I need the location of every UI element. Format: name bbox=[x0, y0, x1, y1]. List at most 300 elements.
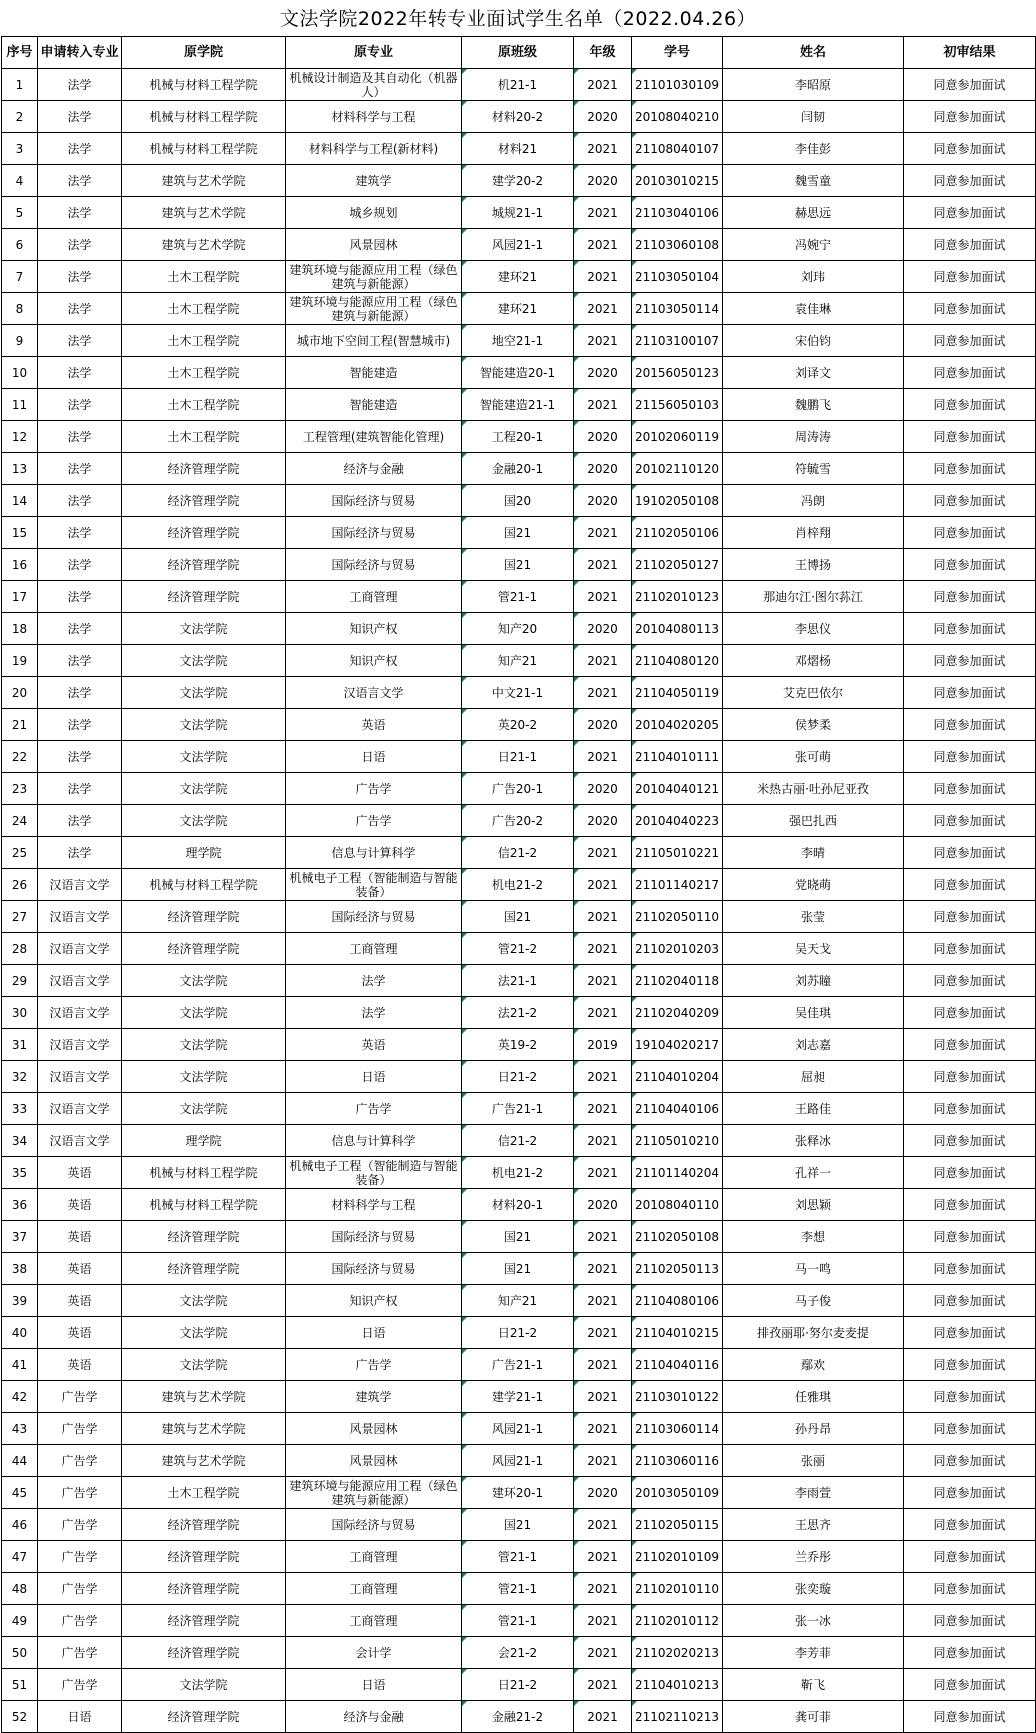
cell-target-major[interactable]: 英语 bbox=[38, 1157, 122, 1189]
cell-name[interactable]: 强巴扎西 bbox=[723, 805, 904, 837]
cell-origin-college[interactable]: 文法学院 bbox=[122, 965, 286, 997]
cell-grade[interactable]: 2021 bbox=[574, 1125, 632, 1157]
cell-index[interactable]: 7 bbox=[2, 261, 38, 293]
cell-grade[interactable]: 2019 bbox=[574, 1029, 632, 1061]
cell-origin-class[interactable]: 国21 bbox=[462, 517, 574, 549]
cell-origin-major[interactable]: 国际经济与贸易 bbox=[286, 517, 462, 549]
cell-index[interactable]: 36 bbox=[2, 1189, 38, 1221]
cell-origin-college[interactable]: 经济管理学院 bbox=[122, 549, 286, 581]
cell-target-major[interactable]: 广告学 bbox=[38, 1413, 122, 1445]
cell-student-id[interactable]: 21103060108 bbox=[632, 229, 723, 261]
cell-student-id[interactable]: 20104040121 bbox=[632, 773, 723, 805]
cell-origin-college[interactable]: 建筑与艺术学院 bbox=[122, 1381, 286, 1413]
cell-target-major[interactable]: 汉语言文学 bbox=[38, 901, 122, 933]
cell-result[interactable]: 同意参加面试 bbox=[904, 1349, 1036, 1381]
cell-name[interactable]: 王思齐 bbox=[723, 1509, 904, 1541]
cell-index[interactable]: 39 bbox=[2, 1285, 38, 1317]
cell-origin-college[interactable]: 建筑与艺术学院 bbox=[122, 197, 286, 229]
cell-origin-class[interactable]: 机电21-2 bbox=[462, 1157, 574, 1189]
cell-result[interactable]: 同意参加面试 bbox=[904, 773, 1036, 805]
cell-index[interactable]: 23 bbox=[2, 773, 38, 805]
cell-target-major[interactable]: 汉语言文学 bbox=[38, 869, 122, 901]
cell-grade[interactable]: 2021 bbox=[574, 197, 632, 229]
cell-name[interactable]: 孙丹昂 bbox=[723, 1413, 904, 1445]
cell-index[interactable]: 22 bbox=[2, 741, 38, 773]
cell-name[interactable]: 艾克巴依尔 bbox=[723, 677, 904, 709]
cell-origin-class[interactable]: 日21-2 bbox=[462, 1061, 574, 1093]
cell-origin-class[interactable]: 风园21-1 bbox=[462, 229, 574, 261]
cell-index[interactable]: 1 bbox=[2, 69, 38, 101]
cell-origin-class[interactable]: 金融21-2 bbox=[462, 1701, 574, 1733]
cell-result[interactable]: 同意参加面试 bbox=[904, 645, 1036, 677]
cell-origin-college[interactable]: 经济管理学院 bbox=[122, 1541, 286, 1573]
cell-student-id[interactable]: 21104010215 bbox=[632, 1317, 723, 1349]
cell-student-id[interactable]: 21104080106 bbox=[632, 1285, 723, 1317]
cell-name[interactable]: 符毓雪 bbox=[723, 453, 904, 485]
header-cell-result[interactable]: 初审结果 bbox=[904, 37, 1036, 69]
cell-origin-college[interactable]: 文法学院 bbox=[122, 677, 286, 709]
cell-student-id[interactable]: 21156050103 bbox=[632, 389, 723, 421]
cell-origin-major[interactable]: 会计学 bbox=[286, 1637, 462, 1669]
cell-grade[interactable]: 2020 bbox=[574, 453, 632, 485]
cell-name[interactable]: 张一冰 bbox=[723, 1605, 904, 1637]
cell-index[interactable]: 26 bbox=[2, 869, 38, 901]
cell-origin-college[interactable]: 土木工程学院 bbox=[122, 261, 286, 293]
cell-origin-major[interactable]: 日语 bbox=[286, 1061, 462, 1093]
cell-origin-major[interactable]: 建筑环境与能源应用工程（绿色建筑与新能源） bbox=[286, 293, 462, 325]
cell-result[interactable]: 同意参加面试 bbox=[904, 933, 1036, 965]
cell-student-id[interactable]: 21102050127 bbox=[632, 549, 723, 581]
cell-origin-class[interactable]: 国21 bbox=[462, 1253, 574, 1285]
cell-grade[interactable]: 2021 bbox=[574, 69, 632, 101]
cell-origin-major[interactable]: 机械电子工程（智能制造与智能装备） bbox=[286, 1157, 462, 1189]
cell-origin-college[interactable]: 经济管理学院 bbox=[122, 581, 286, 613]
cell-origin-class[interactable]: 广告21-1 bbox=[462, 1349, 574, 1381]
cell-origin-college[interactable]: 经济管理学院 bbox=[122, 517, 286, 549]
cell-result[interactable]: 同意参加面试 bbox=[904, 1253, 1036, 1285]
cell-name[interactable]: 周涛涛 bbox=[723, 421, 904, 453]
cell-student-id[interactable]: 20102060119 bbox=[632, 421, 723, 453]
cell-result[interactable]: 同意参加面试 bbox=[904, 293, 1036, 325]
cell-index[interactable]: 11 bbox=[2, 389, 38, 421]
cell-origin-major[interactable]: 国际经济与贸易 bbox=[286, 1509, 462, 1541]
cell-origin-class[interactable]: 会21-2 bbox=[462, 1637, 574, 1669]
cell-student-id[interactable]: 21101140217 bbox=[632, 869, 723, 901]
cell-name[interactable]: 马子俊 bbox=[723, 1285, 904, 1317]
cell-origin-class[interactable]: 国20 bbox=[462, 485, 574, 517]
cell-result[interactable]: 同意参加面试 bbox=[904, 101, 1036, 133]
cell-origin-class[interactable]: 机电21-2 bbox=[462, 869, 574, 901]
cell-index[interactable]: 30 bbox=[2, 997, 38, 1029]
cell-index[interactable]: 50 bbox=[2, 1637, 38, 1669]
cell-name[interactable]: 靳飞 bbox=[723, 1669, 904, 1701]
cell-origin-class[interactable]: 工程20-1 bbox=[462, 421, 574, 453]
cell-origin-class[interactable]: 材料21 bbox=[462, 133, 574, 165]
cell-origin-major[interactable]: 城乡规划 bbox=[286, 197, 462, 229]
cell-name[interactable]: 龚可菲 bbox=[723, 1701, 904, 1733]
cell-result[interactable]: 同意参加面试 bbox=[904, 965, 1036, 997]
cell-origin-college[interactable]: 土木工程学院 bbox=[122, 325, 286, 357]
cell-origin-class[interactable]: 建学20-2 bbox=[462, 165, 574, 197]
cell-index[interactable]: 21 bbox=[2, 709, 38, 741]
cell-origin-major[interactable]: 日语 bbox=[286, 741, 462, 773]
header-cell-target-major[interactable]: 申请转入专业 bbox=[38, 37, 122, 69]
cell-student-id[interactable]: 21102050113 bbox=[632, 1253, 723, 1285]
cell-target-major[interactable]: 汉语言文学 bbox=[38, 1093, 122, 1125]
cell-origin-major[interactable]: 知识产权 bbox=[286, 1285, 462, 1317]
cell-result[interactable]: 同意参加面试 bbox=[904, 1445, 1036, 1477]
cell-origin-college[interactable]: 经济管理学院 bbox=[122, 1573, 286, 1605]
cell-origin-major[interactable]: 工程管理(建筑智能化管理) bbox=[286, 421, 462, 453]
cell-result[interactable]: 同意参加面试 bbox=[904, 229, 1036, 261]
cell-result[interactable]: 同意参加面试 bbox=[904, 1157, 1036, 1189]
cell-origin-class[interactable]: 风园21-1 bbox=[462, 1413, 574, 1445]
cell-index[interactable]: 4 bbox=[2, 165, 38, 197]
cell-index[interactable]: 31 bbox=[2, 1029, 38, 1061]
cell-index[interactable]: 46 bbox=[2, 1509, 38, 1541]
cell-name[interactable]: 闫韧 bbox=[723, 101, 904, 133]
cell-index[interactable]: 25 bbox=[2, 837, 38, 869]
cell-target-major[interactable]: 英语 bbox=[38, 1253, 122, 1285]
cell-name[interactable]: 任雅琪 bbox=[723, 1381, 904, 1413]
cell-target-major[interactable]: 法学 bbox=[38, 261, 122, 293]
cell-index[interactable]: 8 bbox=[2, 293, 38, 325]
cell-origin-college[interactable]: 土木工程学院 bbox=[122, 421, 286, 453]
cell-origin-college[interactable]: 经济管理学院 bbox=[122, 1701, 286, 1733]
cell-name[interactable]: 张释冰 bbox=[723, 1125, 904, 1157]
cell-origin-major[interactable]: 知识产权 bbox=[286, 645, 462, 677]
cell-index[interactable]: 52 bbox=[2, 1701, 38, 1733]
cell-index[interactable]: 32 bbox=[2, 1061, 38, 1093]
cell-origin-college[interactable]: 土木工程学院 bbox=[122, 357, 286, 389]
cell-target-major[interactable]: 汉语言文学 bbox=[38, 997, 122, 1029]
cell-name[interactable]: 党晓萌 bbox=[723, 869, 904, 901]
cell-origin-class[interactable]: 中文21-1 bbox=[462, 677, 574, 709]
cell-origin-major[interactable]: 广告学 bbox=[286, 805, 462, 837]
cell-student-id[interactable]: 20103050109 bbox=[632, 1477, 723, 1509]
cell-index[interactable]: 27 bbox=[2, 901, 38, 933]
cell-name[interactable]: 李思仪 bbox=[723, 613, 904, 645]
cell-result[interactable]: 同意参加面试 bbox=[904, 549, 1036, 581]
cell-origin-major[interactable]: 广告学 bbox=[286, 1349, 462, 1381]
cell-result[interactable]: 同意参加面试 bbox=[904, 421, 1036, 453]
cell-origin-major[interactable]: 建筑学 bbox=[286, 1381, 462, 1413]
cell-origin-major[interactable]: 机械电子工程（智能制造与智能装备） bbox=[286, 869, 462, 901]
cell-origin-class[interactable]: 知产21 bbox=[462, 645, 574, 677]
cell-student-id[interactable]: 21105010221 bbox=[632, 837, 723, 869]
cell-student-id[interactable]: 20108040210 bbox=[632, 101, 723, 133]
cell-student-id[interactable]: 20104080113 bbox=[632, 613, 723, 645]
cell-index[interactable]: 45 bbox=[2, 1477, 38, 1509]
cell-origin-college[interactable]: 文法学院 bbox=[122, 645, 286, 677]
cell-origin-class[interactable]: 国21 bbox=[462, 1509, 574, 1541]
cell-origin-class[interactable]: 地空21-1 bbox=[462, 325, 574, 357]
cell-origin-major[interactable]: 工商管理 bbox=[286, 1573, 462, 1605]
cell-origin-class[interactable]: 城规21-1 bbox=[462, 197, 574, 229]
cell-index[interactable]: 2 bbox=[2, 101, 38, 133]
cell-grade[interactable]: 2021 bbox=[574, 1605, 632, 1637]
cell-grade[interactable]: 2021 bbox=[574, 741, 632, 773]
cell-result[interactable]: 同意参加面试 bbox=[904, 1413, 1036, 1445]
cell-grade[interactable]: 2021 bbox=[574, 1349, 632, 1381]
cell-origin-class[interactable]: 日21-2 bbox=[462, 1317, 574, 1349]
cell-target-major[interactable]: 广告学 bbox=[38, 1445, 122, 1477]
cell-target-major[interactable]: 广告学 bbox=[38, 1573, 122, 1605]
cell-origin-college[interactable]: 文法学院 bbox=[122, 1349, 286, 1381]
cell-index[interactable]: 41 bbox=[2, 1349, 38, 1381]
cell-student-id[interactable]: 21103040106 bbox=[632, 197, 723, 229]
cell-result[interactable]: 同意参加面试 bbox=[904, 357, 1036, 389]
cell-origin-major[interactable]: 日语 bbox=[286, 1317, 462, 1349]
cell-target-major[interactable]: 汉语言文学 bbox=[38, 1029, 122, 1061]
cell-target-major[interactable]: 法学 bbox=[38, 773, 122, 805]
cell-result[interactable]: 同意参加面试 bbox=[904, 869, 1036, 901]
cell-index[interactable]: 44 bbox=[2, 1445, 38, 1477]
cell-target-major[interactable]: 法学 bbox=[38, 837, 122, 869]
cell-origin-college[interactable]: 经济管理学院 bbox=[122, 1253, 286, 1285]
cell-origin-major[interactable]: 材料科学与工程 bbox=[286, 101, 462, 133]
cell-origin-class[interactable]: 机21-1 bbox=[462, 69, 574, 101]
cell-grade[interactable]: 2021 bbox=[574, 1093, 632, 1125]
cell-index[interactable]: 9 bbox=[2, 325, 38, 357]
cell-origin-class[interactable]: 管21-1 bbox=[462, 1573, 574, 1605]
cell-origin-college[interactable]: 文法学院 bbox=[122, 709, 286, 741]
cell-target-major[interactable]: 法学 bbox=[38, 325, 122, 357]
cell-origin-major[interactable]: 国际经济与贸易 bbox=[286, 549, 462, 581]
cell-grade[interactable]: 2021 bbox=[574, 389, 632, 421]
cell-origin-class[interactable]: 法21-2 bbox=[462, 997, 574, 1029]
cell-name[interactable]: 冯朗 bbox=[723, 485, 904, 517]
cell-origin-college[interactable]: 建筑与艺术学院 bbox=[122, 165, 286, 197]
cell-origin-major[interactable]: 国际经济与贸易 bbox=[286, 901, 462, 933]
cell-result[interactable]: 同意参加面试 bbox=[904, 453, 1036, 485]
cell-grade[interactable]: 2020 bbox=[574, 1477, 632, 1509]
cell-origin-major[interactable]: 汉语言文学 bbox=[286, 677, 462, 709]
cell-index[interactable]: 17 bbox=[2, 581, 38, 613]
cell-grade[interactable]: 2021 bbox=[574, 1221, 632, 1253]
cell-grade[interactable]: 2021 bbox=[574, 1541, 632, 1573]
cell-grade[interactable]: 2021 bbox=[574, 517, 632, 549]
cell-student-id[interactable]: 21101140204 bbox=[632, 1157, 723, 1189]
cell-origin-class[interactable]: 建环21 bbox=[462, 261, 574, 293]
cell-target-major[interactable]: 广告学 bbox=[38, 1381, 122, 1413]
cell-target-major[interactable]: 法学 bbox=[38, 69, 122, 101]
cell-name[interactable]: 李想 bbox=[723, 1221, 904, 1253]
cell-result[interactable]: 同意参加面试 bbox=[904, 165, 1036, 197]
cell-origin-college[interactable]: 经济管理学院 bbox=[122, 1221, 286, 1253]
cell-student-id[interactable]: 21102040118 bbox=[632, 965, 723, 997]
cell-origin-college[interactable]: 建筑与艺术学院 bbox=[122, 229, 286, 261]
cell-name[interactable]: 李昭原 bbox=[723, 69, 904, 101]
cell-index[interactable]: 35 bbox=[2, 1157, 38, 1189]
cell-origin-class[interactable]: 英20-2 bbox=[462, 709, 574, 741]
cell-origin-major[interactable]: 经济与金融 bbox=[286, 1701, 462, 1733]
cell-result[interactable]: 同意参加面试 bbox=[904, 613, 1036, 645]
cell-index[interactable]: 49 bbox=[2, 1605, 38, 1637]
cell-origin-college[interactable]: 土木工程学院 bbox=[122, 1477, 286, 1509]
cell-origin-major[interactable]: 英语 bbox=[286, 1029, 462, 1061]
cell-origin-major[interactable]: 国际经济与贸易 bbox=[286, 485, 462, 517]
cell-name[interactable]: 张丽 bbox=[723, 1445, 904, 1477]
cell-grade[interactable]: 2021 bbox=[574, 1701, 632, 1733]
cell-result[interactable]: 同意参加面试 bbox=[904, 133, 1036, 165]
cell-origin-class[interactable]: 智能建造20-1 bbox=[462, 357, 574, 389]
cell-student-id[interactable]: 21103100107 bbox=[632, 325, 723, 357]
cell-result[interactable]: 同意参加面试 bbox=[904, 1573, 1036, 1605]
cell-origin-major[interactable]: 信息与计算科学 bbox=[286, 837, 462, 869]
cell-target-major[interactable]: 法学 bbox=[38, 805, 122, 837]
cell-origin-college[interactable]: 机械与材料工程学院 bbox=[122, 101, 286, 133]
cell-target-major[interactable]: 法学 bbox=[38, 389, 122, 421]
cell-origin-class[interactable]: 信21-2 bbox=[462, 1125, 574, 1157]
cell-origin-college[interactable]: 理学院 bbox=[122, 1125, 286, 1157]
cell-result[interactable]: 同意参加面试 bbox=[904, 1669, 1036, 1701]
cell-grade[interactable]: 2021 bbox=[574, 837, 632, 869]
cell-student-id[interactable]: 21102050106 bbox=[632, 517, 723, 549]
cell-origin-major[interactable]: 智能建造 bbox=[286, 357, 462, 389]
cell-index[interactable]: 10 bbox=[2, 357, 38, 389]
cell-result[interactable]: 同意参加面试 bbox=[904, 805, 1036, 837]
cell-grade[interactable]: 2020 bbox=[574, 421, 632, 453]
cell-index[interactable]: 33 bbox=[2, 1093, 38, 1125]
cell-name[interactable]: 张奕璇 bbox=[723, 1573, 904, 1605]
cell-origin-major[interactable]: 工商管理 bbox=[286, 933, 462, 965]
cell-index[interactable]: 28 bbox=[2, 933, 38, 965]
cell-origin-class[interactable]: 管21-1 bbox=[462, 1605, 574, 1637]
cell-index[interactable]: 42 bbox=[2, 1381, 38, 1413]
cell-origin-major[interactable]: 信息与计算科学 bbox=[286, 1125, 462, 1157]
cell-result[interactable]: 同意参加面试 bbox=[904, 1541, 1036, 1573]
cell-student-id[interactable]: 21102020213 bbox=[632, 1637, 723, 1669]
cell-index[interactable]: 5 bbox=[2, 197, 38, 229]
cell-result[interactable]: 同意参加面试 bbox=[904, 1605, 1036, 1637]
cell-origin-major[interactable]: 法学 bbox=[286, 965, 462, 997]
cell-student-id[interactable]: 21104080120 bbox=[632, 645, 723, 677]
cell-origin-class[interactable]: 管21-1 bbox=[462, 1541, 574, 1573]
cell-origin-college[interactable]: 文法学院 bbox=[122, 1093, 286, 1125]
cell-target-major[interactable]: 法学 bbox=[38, 357, 122, 389]
cell-target-major[interactable]: 法学 bbox=[38, 741, 122, 773]
cell-origin-class[interactable]: 知产21 bbox=[462, 1285, 574, 1317]
cell-target-major[interactable]: 法学 bbox=[38, 165, 122, 197]
cell-origin-college[interactable]: 经济管理学院 bbox=[122, 1605, 286, 1637]
cell-index[interactable]: 40 bbox=[2, 1317, 38, 1349]
cell-grade[interactable]: 2021 bbox=[574, 133, 632, 165]
cell-grade[interactable]: 2020 bbox=[574, 773, 632, 805]
cell-target-major[interactable]: 日语 bbox=[38, 1701, 122, 1733]
cell-grade[interactable]: 2021 bbox=[574, 997, 632, 1029]
cell-target-major[interactable]: 广告学 bbox=[38, 1509, 122, 1541]
cell-origin-class[interactable]: 英19-2 bbox=[462, 1029, 574, 1061]
cell-origin-college[interactable]: 文法学院 bbox=[122, 1029, 286, 1061]
cell-grade[interactable]: 2021 bbox=[574, 1445, 632, 1477]
cell-target-major[interactable]: 法学 bbox=[38, 229, 122, 261]
cell-origin-college[interactable]: 经济管理学院 bbox=[122, 1637, 286, 1669]
cell-origin-class[interactable]: 金融20-1 bbox=[462, 453, 574, 485]
cell-origin-class[interactable]: 国21 bbox=[462, 1221, 574, 1253]
cell-grade[interactable]: 2021 bbox=[574, 1573, 632, 1605]
cell-index[interactable]: 20 bbox=[2, 677, 38, 709]
cell-result[interactable]: 同意参加面试 bbox=[904, 1637, 1036, 1669]
cell-origin-class[interactable]: 广告20-1 bbox=[462, 773, 574, 805]
cell-grade[interactable]: 2021 bbox=[574, 293, 632, 325]
cell-student-id[interactable]: 21104050119 bbox=[632, 677, 723, 709]
cell-result[interactable]: 同意参加面试 bbox=[904, 197, 1036, 229]
cell-origin-college[interactable]: 经济管理学院 bbox=[122, 933, 286, 965]
cell-origin-college[interactable]: 经济管理学院 bbox=[122, 485, 286, 517]
cell-target-major[interactable]: 广告学 bbox=[38, 1669, 122, 1701]
cell-target-major[interactable]: 法学 bbox=[38, 293, 122, 325]
cell-grade[interactable]: 2021 bbox=[574, 1061, 632, 1093]
cell-student-id[interactable]: 21105010210 bbox=[632, 1125, 723, 1157]
cell-student-id[interactable]: 20102110120 bbox=[632, 453, 723, 485]
cell-name[interactable]: 张可萌 bbox=[723, 741, 904, 773]
cell-origin-major[interactable]: 材料科学与工程 bbox=[286, 1189, 462, 1221]
cell-index[interactable]: 51 bbox=[2, 1669, 38, 1701]
cell-origin-class[interactable]: 管21-2 bbox=[462, 933, 574, 965]
cell-result[interactable]: 同意参加面试 bbox=[904, 1189, 1036, 1221]
cell-name[interactable]: 李佳彭 bbox=[723, 133, 904, 165]
cell-origin-college[interactable]: 文法学院 bbox=[122, 1317, 286, 1349]
cell-student-id[interactable]: 20103010215 bbox=[632, 165, 723, 197]
cell-index[interactable]: 16 bbox=[2, 549, 38, 581]
cell-name[interactable]: 刘苏瞳 bbox=[723, 965, 904, 997]
cell-grade[interactable]: 2021 bbox=[574, 1285, 632, 1317]
cell-origin-major[interactable]: 风景园林 bbox=[286, 1413, 462, 1445]
cell-result[interactable]: 同意参加面试 bbox=[904, 261, 1036, 293]
cell-student-id[interactable]: 21103060116 bbox=[632, 1445, 723, 1477]
cell-result[interactable]: 同意参加面试 bbox=[904, 69, 1036, 101]
cell-grade[interactable]: 2021 bbox=[574, 965, 632, 997]
cell-origin-major[interactable]: 工商管理 bbox=[286, 1605, 462, 1637]
cell-grade[interactable]: 2020 bbox=[574, 101, 632, 133]
cell-target-major[interactable]: 英语 bbox=[38, 1349, 122, 1381]
cell-index[interactable]: 3 bbox=[2, 133, 38, 165]
cell-target-major[interactable]: 汉语言文学 bbox=[38, 933, 122, 965]
cell-origin-college[interactable]: 文法学院 bbox=[122, 805, 286, 837]
cell-origin-college[interactable]: 文法学院 bbox=[122, 741, 286, 773]
cell-student-id[interactable]: 21104010213 bbox=[632, 1669, 723, 1701]
cell-name[interactable]: 刘思颖 bbox=[723, 1189, 904, 1221]
cell-origin-college[interactable]: 文法学院 bbox=[122, 613, 286, 645]
header-cell-origin-class[interactable]: 原班级 bbox=[462, 37, 574, 69]
cell-name[interactable]: 排孜丽耶·努尔麦麦提 bbox=[723, 1317, 904, 1349]
cell-grade[interactable]: 2021 bbox=[574, 1637, 632, 1669]
cell-student-id[interactable]: 20156050123 bbox=[632, 357, 723, 389]
cell-result[interactable]: 同意参加面试 bbox=[904, 1701, 1036, 1733]
cell-result[interactable]: 同意参加面试 bbox=[904, 485, 1036, 517]
cell-name[interactable]: 屈昶 bbox=[723, 1061, 904, 1093]
cell-origin-major[interactable]: 经济与金融 bbox=[286, 453, 462, 485]
cell-grade[interactable]: 2020 bbox=[574, 165, 632, 197]
cell-name[interactable]: 吴佳琪 bbox=[723, 997, 904, 1029]
cell-target-major[interactable]: 法学 bbox=[38, 517, 122, 549]
cell-origin-class[interactable]: 材料20-1 bbox=[462, 1189, 574, 1221]
cell-student-id[interactable]: 21103050114 bbox=[632, 293, 723, 325]
cell-origin-major[interactable]: 智能建造 bbox=[286, 389, 462, 421]
cell-origin-college[interactable]: 机械与材料工程学院 bbox=[122, 1157, 286, 1189]
cell-result[interactable]: 同意参加面试 bbox=[904, 581, 1036, 613]
cell-result[interactable]: 同意参加面试 bbox=[904, 1125, 1036, 1157]
cell-name[interactable]: 刘玮 bbox=[723, 261, 904, 293]
cell-origin-college[interactable]: 经济管理学院 bbox=[122, 901, 286, 933]
cell-target-major[interactable]: 法学 bbox=[38, 613, 122, 645]
cell-target-major[interactable]: 广告学 bbox=[38, 1637, 122, 1669]
cell-target-major[interactable]: 法学 bbox=[38, 485, 122, 517]
cell-student-id[interactable]: 21102010110 bbox=[632, 1573, 723, 1605]
cell-target-major[interactable]: 汉语言文学 bbox=[38, 1061, 122, 1093]
cell-student-id[interactable]: 21103050104 bbox=[632, 261, 723, 293]
